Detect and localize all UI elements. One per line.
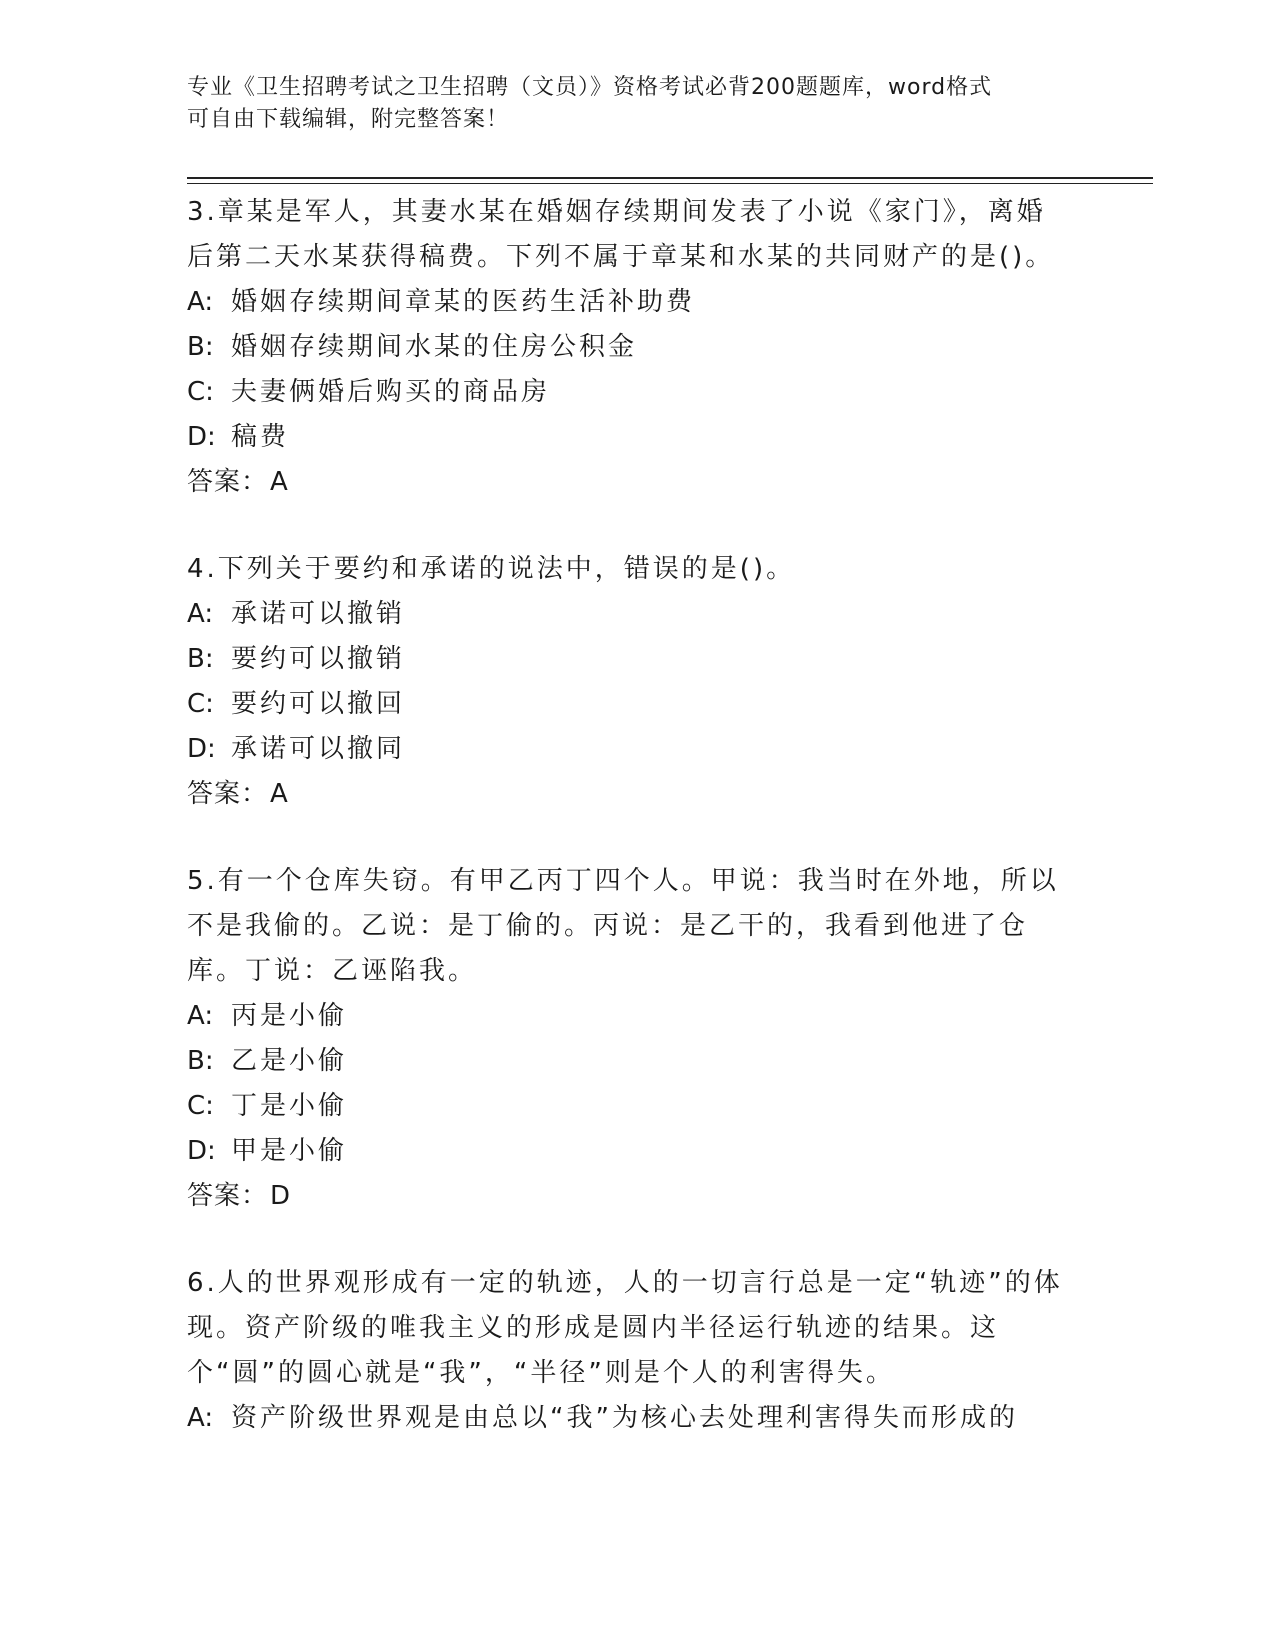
option-key: C:	[187, 1091, 214, 1121]
option-a	[187, 1396, 1067, 1441]
answer-line	[187, 460, 1067, 505]
question-stem: 6.人的世界观形成有一定的轨迹，人的一切言行总是一定“轨迹”的体现。资产阶级的唯我主义的形成是圆内半径运行轨迹的结果。这个“圆”的圆心就是“我”，“半径”则是个人的利害得失。	[187, 1268, 1063, 1388]
option-key: D:	[187, 422, 216, 452]
question-6	[187, 1261, 1067, 1441]
answer-value: A	[270, 779, 289, 809]
answer-value: D	[270, 1181, 292, 1211]
option-a	[187, 994, 1067, 1039]
option-text: 夫妻俩婚后购买的商品房	[231, 377, 551, 407]
option-text: 要约可以撤销	[231, 644, 406, 674]
question-list	[187, 190, 1067, 1483]
question-stem: 3.章某是军人，其妻水某在婚姻存续期间发表了小说《家门》，离婚后第二天水某获得稿费。下列不属于章某和水某的共同财产的是()。	[187, 197, 1055, 272]
option-b	[187, 325, 1067, 370]
option-a	[187, 280, 1067, 325]
option-c	[187, 1084, 1067, 1129]
option-text: 要约可以撤回	[231, 689, 406, 719]
option-a	[187, 592, 1067, 637]
answer-line	[187, 1174, 1067, 1219]
answer-label: 答案：	[187, 779, 269, 809]
option-text: 承诺可以撤销	[231, 599, 406, 629]
option-text: 资产阶级世界观是由总以“我”为核心去处理利害得失而形成的	[231, 1403, 1018, 1433]
question-5	[187, 859, 1067, 1219]
option-text: 丁是小偷	[231, 1091, 348, 1121]
answer-line	[187, 772, 1067, 817]
option-d	[187, 1129, 1067, 1174]
option-key: C:	[187, 689, 214, 719]
question-3	[187, 190, 1067, 505]
option-text: 稿费	[231, 422, 290, 452]
question-stem: 4.下列关于要约和承诺的说法中，错误的是()。	[187, 554, 796, 584]
header-divider-thin	[187, 183, 1153, 184]
option-text: 婚姻存续期间章某的医药生活补助费	[231, 287, 696, 317]
answer-label: 答案：	[187, 467, 269, 497]
option-key: A:	[187, 1403, 214, 1433]
option-key: D:	[187, 1136, 216, 1166]
option-c	[187, 370, 1067, 415]
option-b	[187, 637, 1067, 682]
option-key: B:	[187, 332, 214, 362]
option-d	[187, 415, 1067, 460]
option-text: 承诺可以撤同	[231, 734, 406, 764]
answer-label: 答案：	[187, 1181, 269, 1211]
option-key: A:	[187, 287, 214, 317]
option-text: 婚姻存续期间水某的住房公积金	[231, 332, 638, 362]
question-4	[187, 547, 1067, 817]
option-key: A:	[187, 1001, 214, 1031]
option-d	[187, 727, 1067, 772]
option-b	[187, 1039, 1067, 1084]
header-divider	[187, 177, 1153, 179]
option-text: 乙是小偷	[231, 1046, 348, 1076]
header-title-line2: 可自由下载编辑，附完整答案！	[187, 107, 510, 132]
header-title-line1: 专业《卫生招聘考试之卫生招聘（文员）》资格考试必背200题题库，word格式	[187, 75, 993, 100]
option-c	[187, 682, 1067, 727]
option-key: C:	[187, 377, 214, 407]
question-stem: 5.有一个仓库失窃。有甲乙丙丁四个人。甲说：我当时在外地，所以不是我偷的。乙说：是丁偷的。丙说：是乙干的，我看到他进了仓库。丁说：乙诬陷我。	[187, 866, 1059, 986]
option-key: B:	[187, 644, 214, 674]
document-header	[187, 72, 1087, 136]
option-text: 甲是小偷	[231, 1136, 348, 1166]
option-key: A:	[187, 599, 214, 629]
option-key: D:	[187, 734, 216, 764]
option-key: B:	[187, 1046, 214, 1076]
answer-value: A	[270, 467, 289, 497]
option-text: 丙是小偷	[231, 1001, 348, 1031]
